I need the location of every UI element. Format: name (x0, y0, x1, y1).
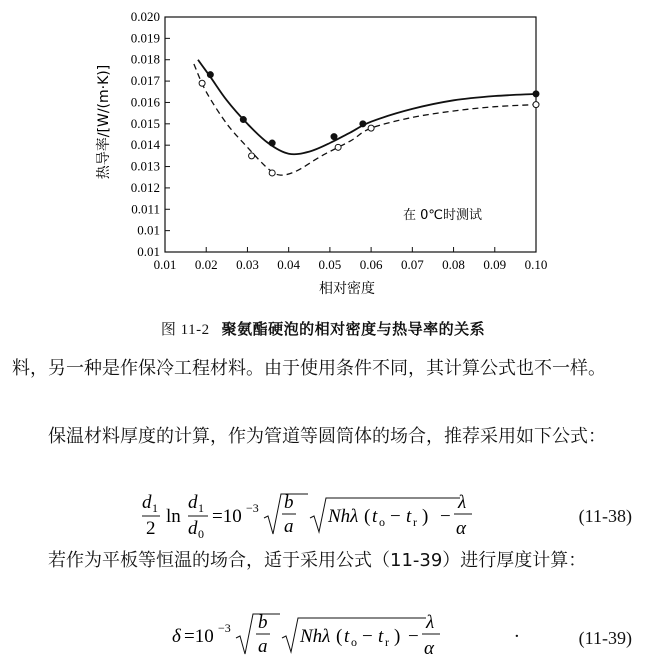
figure-number: 图 11-2 (160, 322, 210, 338)
x-tick-label: 0.07 (400, 257, 424, 272)
x-axis-label: 相对密度 (319, 281, 375, 297)
equation-11-39 (0, 608, 646, 664)
open-data-point (368, 125, 374, 131)
svg-text:b: b (284, 492, 294, 513)
svg-text:r: r (385, 635, 389, 649)
equation-11-39-formula (170, 608, 470, 664)
open-data-point (533, 102, 539, 108)
svg-text:t: t (378, 626, 384, 647)
figure-caption-text: 聚氨酯硬泡的相对密度与热导率的关系 (221, 320, 486, 338)
svg-text:o: o (379, 515, 385, 529)
open-data-point (269, 170, 275, 176)
y-tick-label: 0.014 (130, 137, 160, 153)
svg-text:): ) (394, 626, 401, 647)
paragraph-1: 料，另一种是作保冷工程材料。由于使用条件不同，其计算公式也不一样。 (12, 358, 606, 379)
y-tick-label: 0.011 (131, 201, 160, 217)
svg-text:−: − (440, 506, 451, 527)
svg-text:δ: δ (172, 626, 181, 647)
svg-text:r: r (413, 515, 417, 529)
filled-data-point (207, 72, 213, 78)
stray-dot: · (514, 626, 520, 647)
y-tick-label: 0.019 (130, 30, 160, 46)
svg-text:ln: ln (166, 506, 181, 527)
svg-text:2: 2 (146, 518, 156, 539)
svg-text:=10: =10 (212, 506, 242, 527)
svg-text:t: t (344, 626, 350, 647)
svg-text:): ) (422, 506, 429, 527)
svg-text:d: d (188, 492, 198, 513)
svg-text:t: t (406, 506, 412, 527)
svg-text:b: b (258, 612, 268, 633)
svg-text:0: 0 (198, 527, 204, 541)
chart-points (199, 72, 539, 176)
x-tick-label: 0.08 (442, 257, 465, 272)
x-tick-label: 0.02 (194, 257, 218, 272)
test-condition-annotation: 在 0℃时测试 (403, 208, 483, 223)
svg-text:−3: −3 (246, 501, 259, 515)
y-tick-label: 0.012 (130, 179, 160, 195)
y-tick-label: 0.017 (130, 73, 160, 89)
y-tick-label: 0.01 (137, 244, 160, 259)
y-tick-label: 0.015 (130, 115, 160, 131)
svg-text:Nhλ: Nhλ (328, 506, 359, 527)
equation-11-38-formula (140, 486, 510, 542)
svg-text:d: d (142, 492, 152, 513)
y-tick-label: 0.018 (130, 51, 160, 67)
svg-text:o: o (351, 635, 357, 649)
filled-data-point (331, 134, 337, 140)
svg-text:λ: λ (458, 492, 467, 513)
filled-data-point (240, 117, 246, 123)
svg-text:−3: −3 (218, 621, 231, 635)
y-axis-label: 热导率/[W/(m·K)] (96, 64, 112, 180)
svg-text:(: ( (336, 626, 343, 647)
chart-ticks (131, 9, 548, 272)
svg-text:−: − (390, 506, 401, 527)
x-tick-label: 0.09 (483, 257, 507, 272)
x-tick-label: 0.01 (153, 257, 177, 272)
paragraph-2: 保温材料厚度的计算，作为管道等圆筒体的场合，推荐采用如下公式： (48, 426, 606, 447)
svg-text:−: − (362, 626, 373, 647)
y-tick-label: 0.013 (130, 158, 160, 174)
x-tick-label: 0.06 (359, 257, 383, 272)
svg-text:d: d (188, 518, 198, 539)
y-tick-label: 0.016 (130, 94, 160, 110)
x-tick-label: 0.10 (524, 257, 548, 272)
svg-text:(: ( (364, 506, 371, 527)
svg-text:Nhλ: Nhλ (300, 626, 331, 647)
svg-text:1: 1 (152, 501, 158, 515)
thermal-conductivity-chart (0, 0, 646, 315)
equation-11-38-number: (11-38) (578, 506, 632, 526)
svg-text:a: a (258, 636, 268, 657)
filled-data-point (533, 91, 539, 97)
x-tick-label: 0.05 (318, 257, 342, 272)
svg-text:=10: =10 (184, 626, 214, 647)
x-tick-label: 0.04 (277, 257, 301, 272)
open-data-point (199, 80, 205, 86)
svg-text:λ: λ (426, 612, 435, 633)
equation-11-38 (0, 486, 646, 542)
figure-caption (0, 318, 646, 339)
equation-11-39-number: (11-39) (578, 628, 632, 648)
svg-text:t: t (372, 506, 378, 527)
x-tick-label: 0.03 (236, 257, 259, 272)
open-data-point (335, 144, 341, 150)
filled-data-point (360, 121, 366, 127)
y-tick-label: 0.01 (137, 222, 160, 238)
y-tick-label: 0.020 (130, 9, 160, 24)
open-data-point (249, 153, 255, 159)
svg-text:a: a (284, 516, 294, 537)
svg-text:α: α (456, 518, 466, 539)
svg-text:−: − (408, 626, 419, 647)
filled-data-point (269, 140, 275, 146)
paragraph-3: 若作为平板等恒温的场合，适于采用公式（11-39）进行厚度计算： (48, 550, 587, 571)
svg-text:1: 1 (198, 501, 204, 515)
svg-text:α: α (424, 638, 434, 659)
